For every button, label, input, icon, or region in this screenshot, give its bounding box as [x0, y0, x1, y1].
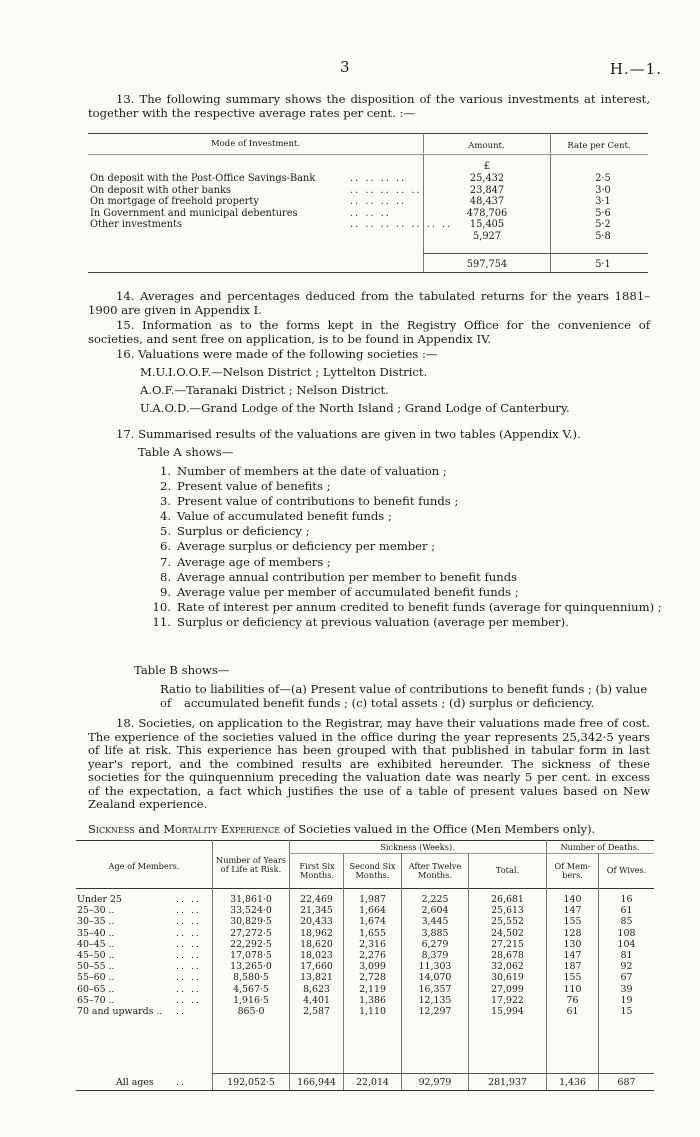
item-number: 7. [159, 554, 171, 569]
header-sickness-weeks: Sickness (Weeks). [380, 842, 455, 852]
age-group: Under 25 [77, 894, 122, 905]
valuation-line-1: M.U.I.O.O.F.—Nelson District ; Lyttelton District. [140, 365, 428, 379]
cell-wives: 19 [620, 994, 633, 1006]
leader-dots: .. .. [176, 938, 201, 950]
leader-dots: .. .. [176, 916, 201, 928]
leader-dots: .. .. [176, 972, 201, 984]
age-group: 30–35 .. [77, 916, 115, 928]
investment-amount: 5,927 [472, 231, 502, 242]
cell-years: 8,580·5 [233, 972, 269, 984]
cell-members: 147 [563, 950, 582, 961]
header-of-members: Of Mem-bers. [554, 861, 591, 880]
table-a-item [151, 509, 651, 524]
item-number: 10. [152, 599, 171, 614]
paragraph-13: 13. The following summary shows the disposition of the various investments at interest, together with the respective average rates per cent. :— [88, 92, 650, 120]
item-text: Present value of contributions to benefit funds ; [177, 494, 459, 509]
leader-dots: .. .. [176, 927, 201, 939]
item-text: Average value per member of accumulated benefit funds ; [177, 584, 519, 599]
cell-members: 1,436 [559, 1077, 586, 1088]
header-mode: Mode of Investment. [210, 139, 301, 149]
cell-second: 1,110 [359, 1006, 386, 1017]
valuation-line-2: A.O.F.—Taranaki District ; Nelson District. [140, 383, 389, 397]
header-of-wives: Of Wives. [606, 865, 647, 875]
cell-after: 92,979 [418, 1077, 452, 1088]
cell-total: 25,613 [491, 905, 524, 917]
cell-first: 17,660 [300, 961, 333, 973]
cell-wives: 92 [620, 961, 633, 973]
cell-wives: 15 [620, 1006, 633, 1017]
cell-after: 3,445 [421, 916, 449, 928]
cell-second: 1,674 [359, 916, 386, 928]
table-a-heading: Table A shows— [138, 445, 234, 459]
header-rate: Rate per Cent. [567, 141, 631, 151]
leader-dots: .. .. .. .. .. .. .. [350, 219, 453, 231]
cell-years: 27,272·5 [230, 927, 272, 939]
header-years-at-risk: Number of Years of Life at Risk. [216, 855, 286, 874]
header-after-twelve-months: After Twelve Months. [408, 861, 462, 880]
item-number: 3. [159, 494, 171, 509]
cell-after: 12,135 [418, 994, 452, 1006]
cell-first: 20,433 [300, 916, 333, 928]
cell-first: 4,401 [303, 994, 330, 1006]
cell-second: 1,386 [359, 994, 386, 1006]
cell-after: 3,885 [421, 927, 449, 939]
investment-amount: 15,405 [469, 219, 505, 231]
table-a-item [151, 599, 662, 615]
item-text: Value of accumulated benefit funds ; [177, 509, 392, 524]
investment-rate: 5·2 [595, 219, 611, 231]
cell-total: 28,678 [491, 950, 524, 961]
table-a-item [151, 479, 651, 494]
leader-dots: .. .. [176, 894, 201, 905]
investment-table [88, 133, 648, 273]
cell-total: 27,215 [491, 938, 524, 950]
cell-after: 6,279 [421, 938, 449, 950]
table-a-item [151, 555, 651, 570]
valuation-line-3: U.A.O.D.—Grand Lodge of the North Island ; Grand Lodge of Canterbury. [140, 401, 570, 415]
cell-members: 110 [563, 983, 582, 995]
table-a-item [151, 524, 651, 539]
cell-members: 140 [563, 894, 582, 905]
cell-total: 24,502 [491, 927, 524, 939]
cell-first: 8,623 [303, 983, 330, 995]
header-total: Total. [495, 865, 520, 875]
cell-first: 2,587 [303, 1006, 330, 1017]
cell-second: 1,987 [359, 894, 386, 905]
header-first-six-months: First Six Months. [299, 861, 335, 880]
cell-after: 2,604 [421, 905, 449, 917]
paragraph-15: 15. Information as to the forms kept in the Registry Office for the convenience of societies, and sent free on application, is to be found in Appendix IV. [88, 318, 650, 346]
cell-total: 27,099 [491, 983, 524, 995]
leader-dots: .. .. [176, 983, 201, 995]
cell-first: 22,469 [300, 894, 333, 905]
cell-years: 1,916·5 [233, 994, 269, 1006]
paragraph-14: 14. Averages and percentages deduced from the tabulated returns for the years 1881–1900 are given in Appendix I. [88, 289, 650, 317]
table-a-item [151, 570, 651, 585]
cell-after: 2,225 [421, 894, 449, 905]
cell-total: 281,937 [488, 1077, 527, 1088]
cell-total: 32,062 [491, 961, 524, 973]
cell-wives: 61 [620, 905, 633, 917]
cell-members: 147 [563, 905, 582, 917]
cell-first: 18,620 [300, 938, 333, 950]
age-group: 45–50 .. [77, 950, 115, 961]
table-a-item [151, 615, 651, 630]
leader-dots: .. .. [176, 950, 201, 961]
cell-years: 22,292·5 [230, 938, 272, 950]
cell-total: 25,552 [491, 916, 524, 928]
item-number: 8. [159, 569, 171, 584]
age-group: 65–70 .. [77, 994, 115, 1006]
cell-years: 31,861·0 [230, 894, 272, 905]
cell-members: 130 [563, 938, 582, 950]
table-b-line-1: Ratio to liabilities of—(a) Present value of contributions to benefit funds ; (b) value of [160, 682, 648, 710]
item-text: Number of members at the date of valuation ; [177, 464, 447, 478]
cell-second: 1,664 [359, 905, 386, 917]
leader-dots: .. .. [176, 994, 201, 1006]
table-a-item [151, 539, 651, 554]
leader-dots: .. .. [176, 961, 201, 973]
cell-wives: 85 [620, 916, 633, 928]
cell-years: 865·0 [237, 1006, 265, 1017]
cell-years: 30,829·5 [230, 916, 272, 928]
item-number: 2. [159, 479, 171, 494]
cell-wives: 16 [620, 894, 633, 905]
cell-members: 187 [563, 961, 582, 973]
investment-mode: On deposit with other banks [90, 184, 231, 196]
item-text: Surplus or deficiency ; [177, 524, 310, 539]
table-a-list [151, 464, 662, 630]
cell-wives: 67 [620, 972, 633, 984]
investment-amount: 23,847 [469, 184, 505, 196]
cell-second: 2,316 [359, 938, 386, 950]
cell-members: 76 [566, 994, 579, 1006]
sickness-table-title: Sickness and Mortality Experience of Societies valued in the Office (Men Members only). [88, 822, 596, 836]
cell-second: 2,276 [359, 950, 386, 961]
age-group: All ages [116, 1077, 154, 1088]
cell-wives: 81 [620, 950, 633, 961]
investment-rate: 3·1 [595, 196, 611, 208]
cell-wives: 687 [617, 1077, 636, 1088]
cell-first: 21,345 [300, 905, 333, 917]
cell-second: 3,099 [359, 961, 386, 973]
item-text: Average surplus or deficiency per member ; [177, 539, 436, 554]
cell-years: 4,567·5 [233, 983, 269, 995]
cell-first: 13,821 [300, 972, 333, 984]
table-a-item [151, 585, 651, 600]
table-b-heading: Table B shows— [134, 663, 230, 677]
age-group: 70 and upwards .. [77, 1006, 163, 1017]
paragraph-18: 18. Societies, on application to the Registrar, may have their valuations made free of cost. The experience of the societies valued in the office during the year represents 25,342·5 years of life at risk. This experience has been grouped with that published in tabular form in last year's report, and the combined results are exhibited hereunder. The sickness of these societies for the quinquennium preceding the valuation date was nearly 5 per cent. in excess of the expectation, a fact which justifies the use of a table of present values based on New Zealand experience. [88, 716, 650, 811]
cell-second: 22,014 [356, 1077, 389, 1088]
cell-total: 17,922 [491, 994, 524, 1006]
investment-amount: 48,437 [469, 196, 505, 208]
cell-first: 18,962 [300, 927, 333, 939]
leader-dots: .. .. .. .. [350, 196, 407, 208]
investment-mode: In Government and municipal debentures [90, 207, 298, 219]
age-group: 60–65 .. [77, 983, 115, 995]
investment-amount: 25,432 [469, 173, 505, 184]
investment-amount: 478,706 [466, 207, 508, 219]
cell-after: 16,357 [418, 983, 452, 995]
investment-mode: On deposit with the Post-Office Savings-Bank [90, 173, 316, 184]
investment-mode: Other investments [90, 219, 182, 231]
age-group: 25–30 .. [77, 905, 115, 917]
item-text: Rate of interest per annum credited to benefit funds (average for quinquennium) ; [177, 599, 662, 614]
item-number: 6. [159, 539, 171, 554]
cell-after: 11,303 [418, 961, 452, 973]
investment-mode: On mortgage of freehold property [90, 196, 259, 208]
investment-rate: 3·0 [595, 184, 611, 196]
total-amount: 597,754 [466, 259, 508, 270]
table-b-line-2: accumulated benefit funds ; (c) total assets ; (d) surplus or deficiency. [184, 696, 595, 710]
investment-rate: 2·5 [595, 173, 611, 184]
cell-total: 15,994 [491, 1006, 524, 1017]
item-number: 4. [159, 509, 171, 524]
item-text: Average annual contribution per member to benefit funds [177, 569, 518, 584]
cell-members: 128 [563, 927, 582, 939]
header-second-six-months: Second Six Months. [349, 861, 396, 880]
page-number: 3 [340, 58, 350, 76]
cell-members: 155 [563, 972, 582, 984]
cell-years: 192,052·5 [227, 1077, 275, 1088]
item-number: 9. [159, 584, 171, 599]
leader-dots: .. .. [176, 905, 201, 917]
currency-symbol: £ [483, 161, 491, 172]
cell-second: 2,728 [359, 972, 386, 984]
table-a-item [151, 464, 651, 479]
header-amount: Amount. [468, 141, 505, 151]
cell-years: 33,524·0 [230, 905, 272, 917]
total-rate: 5·1 [595, 259, 611, 270]
leader-dots: .. .. .. .. .. [350, 184, 422, 196]
item-number: 5. [159, 524, 171, 539]
sickness-mortality-table [76, 840, 654, 1090]
paragraph-17-intro: 17. Summarised results of the valuations are given in two tables (Appendix V.). [116, 427, 581, 441]
document-reference: H.—1. [609, 60, 662, 78]
investment-rate: 5·8 [595, 231, 611, 242]
age-group: 55–60 .. [77, 972, 115, 984]
item-text: Surplus or deficiency at previous valuation (average per member). [177, 614, 569, 629]
table-a-item [151, 494, 651, 509]
cell-after: 8,379 [421, 950, 449, 961]
cell-second: 2,119 [359, 983, 386, 995]
cell-after: 14,070 [418, 972, 452, 984]
investment-rate: 5·6 [595, 207, 611, 219]
age-group: 50–55 .. [77, 961, 115, 973]
item-number: 1. [159, 464, 171, 478]
leader-dots: .. .. .. .. [350, 173, 407, 184]
leader-dots: .. .. .. [350, 207, 391, 219]
cell-first: 166,944 [297, 1077, 336, 1088]
leader-dots: .. [176, 1006, 186, 1017]
age-group: 35–40 .. [77, 927, 115, 939]
item-text: Average age of members ; [177, 554, 331, 569]
cell-total: 30,619 [491, 972, 524, 984]
paragraph-16-intro: 16. Valuations were made of the following societies :— [116, 347, 438, 361]
cell-after: 12,297 [418, 1006, 452, 1017]
cell-wives: 104 [617, 938, 636, 950]
cell-years: 17,078·5 [230, 950, 272, 961]
item-text: Present value of benefits ; [177, 479, 331, 494]
cell-members: 61 [566, 1006, 579, 1017]
age-group: 40–45 .. [77, 938, 115, 950]
cell-wives: 39 [620, 983, 633, 995]
header-number-of-deaths: Number of Deaths. [560, 842, 640, 852]
cell-members: 155 [563, 916, 582, 928]
cell-first: 18,023 [300, 950, 333, 961]
cell-second: 1,655 [359, 927, 386, 939]
header-age: Age of Members. [108, 861, 180, 871]
item-number: 11. [152, 614, 171, 629]
cell-years: 13,265·0 [230, 961, 272, 973]
cell-total: 26,681 [491, 894, 524, 905]
leader-dots: .. [176, 1077, 186, 1088]
cell-wives: 108 [617, 927, 636, 939]
